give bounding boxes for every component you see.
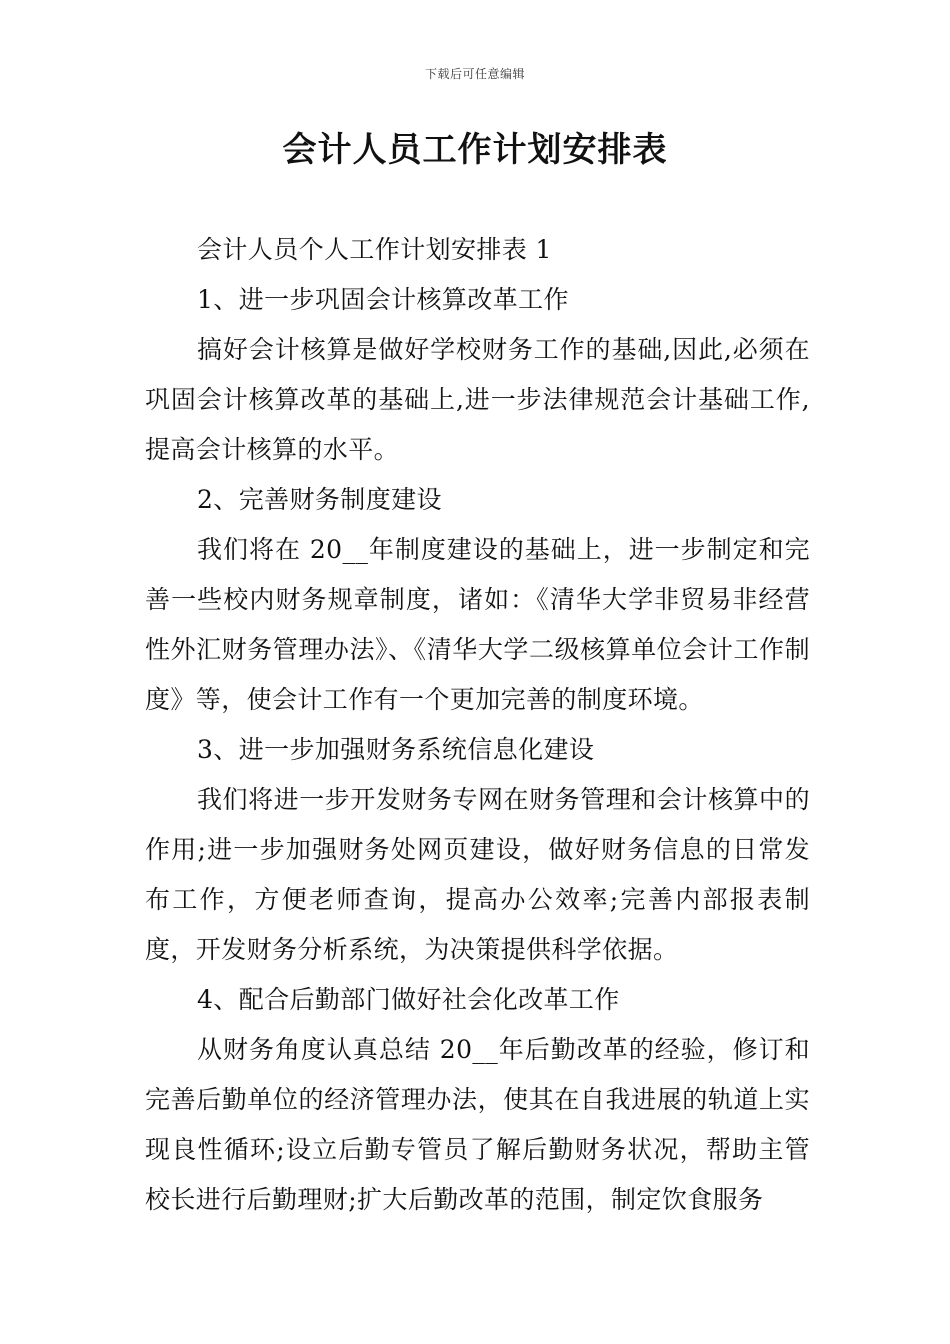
document-body [145,225,810,1225]
section-heading-3: 3、进一步加强财务系统信息化建设 [197,735,595,764]
section-body-3: 我们将进一步开发财务专网在财务管理和会计核算中的作用;进一步加强财务处网页建设，做好财务信息的日常发布工作，方便老师查询，提高办公效率;完善内部报表制度，开发财务分析系统，为决策提供科学依据。 [145,785,810,964]
section-body-4: 从财务角度认真总结 20__年后勤改革的经验，修订和完善后勤单位的经济管理办法，使其在自我进展的轨道上实现良性循环;设立后勤专管员了解后勤财务状况，帮助主管校长进行后勤理财;扩大后勤改革的范围，制定饮食服务 [145,1035,810,1214]
section-body-1: 搞好会计核算是做好学校财务工作的基础,因此,必须在巩固会计核算改革的基础上,进一步法律规范会计基础工作,提高会计核算的水平。 [145,335,810,464]
plan-subtitle: 会计人员个人工作计划安排表 1 [197,235,552,264]
section-heading-2: 2、完善财务制度建设 [197,485,442,514]
section-heading-4: 4、配合后勤部门做好社会化改革工作 [197,985,620,1014]
header-note: 下载后可任意编辑 [424,67,525,81]
section-heading-1: 1、进一步巩固会计核算改革工作 [197,285,569,314]
section-body-2: 我们将在 20__年制度建设的基础上，进一步制定和完善一些校内财务规章制度，诸如：《清华大学非贸易非经营性外汇财务管理办法》、《清华大学二级核算单位会计工作制度》等，使会计工作有一个更加完善的制度环境。 [145,535,810,714]
document-title: 会计人员工作计划安排表 [282,130,668,170]
